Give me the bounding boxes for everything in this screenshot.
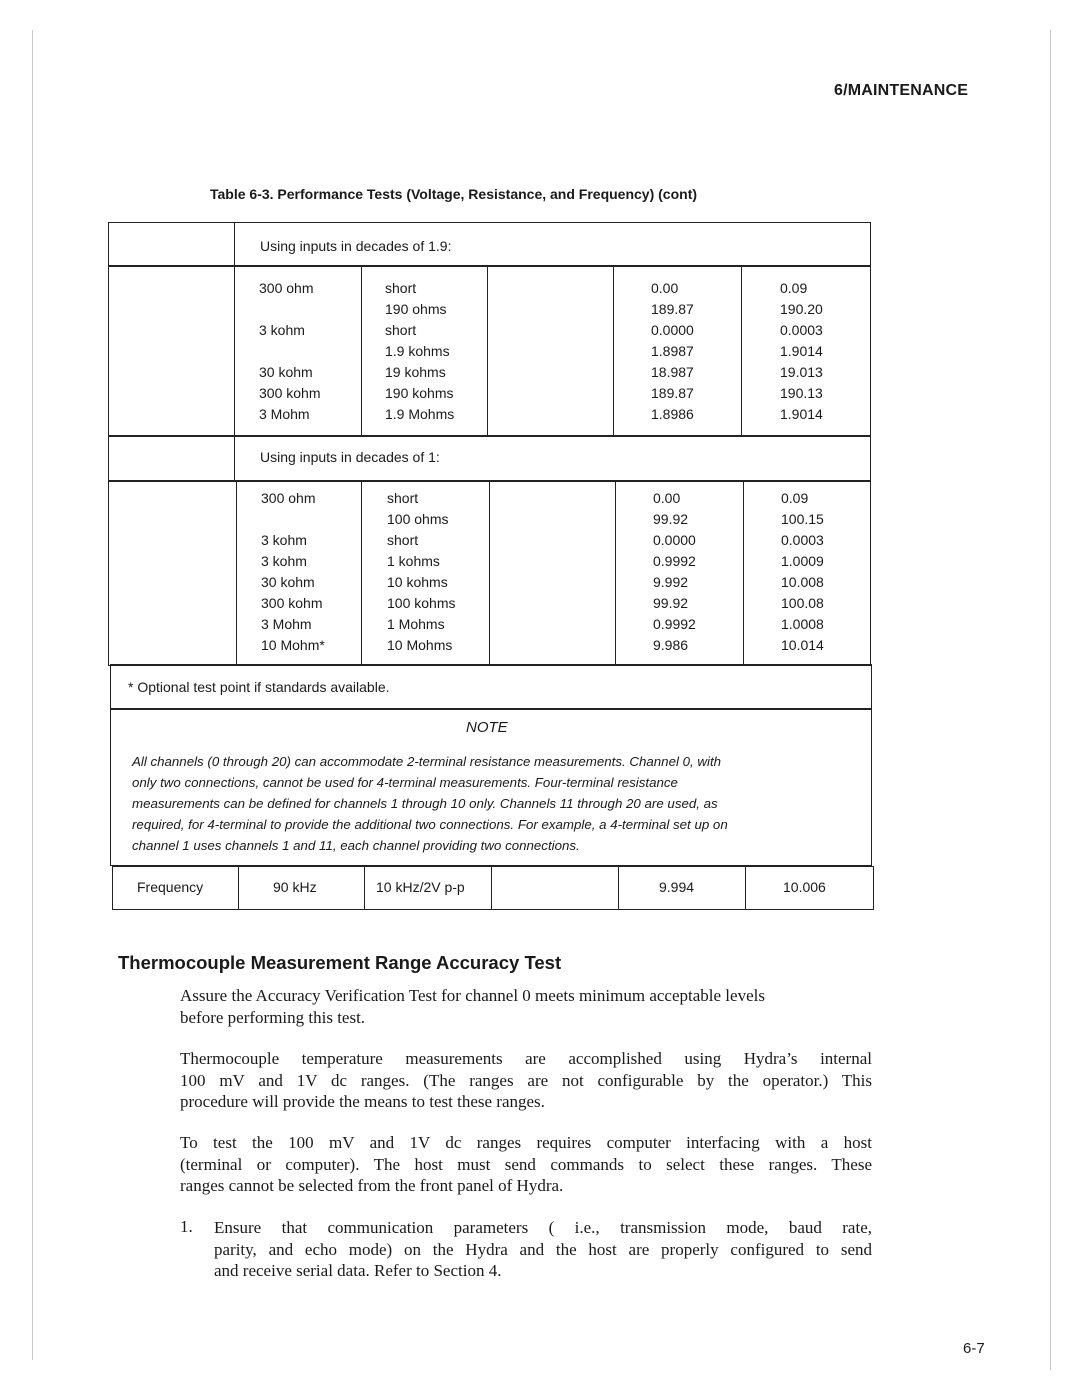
min-column-1: 0.00 189.87 0.0000 1.8987 18.987 189.87 1.8986 <box>651 280 694 422</box>
group-heading-2: Using inputs in decades of 1: <box>260 449 440 465</box>
scan-margin-right <box>1050 30 1051 1370</box>
frequency-range: 90 kHz <box>273 879 317 895</box>
paragraph-2: Thermocouple temperature measurements are accomplished using Hydra’s internal 100 mV and 1V dc ranges. (The ranges are not configurable by the operator.) This procedure will provide the means to test these ranges. <box>180 1049 872 1111</box>
max-column-1: 0.09 190.20 0.0003 1.9014 19.013 190.13 1.9014 <box>780 280 823 422</box>
input-column-1: short 190 ohms short 1.9 kohms 19 kohms 190 kohms 1.9 Mohms <box>385 280 455 422</box>
step-number: 1. <box>180 1217 193 1236</box>
frequency-min: 9.994 <box>659 879 695 895</box>
min-column-2: 0.00 99.92 0.0000 0.9992 9.992 99.92 0.9992 9.986 <box>653 490 696 653</box>
note-title: NOTE <box>466 719 508 736</box>
table-body-1 <box>108 265 871 437</box>
input-column-2: short 100 ohms short 1 kohms 10 kohms 100 kohms 1 Mohms 10 Mohms <box>387 490 456 653</box>
scan-margin-left <box>32 30 33 1360</box>
range-column-2: 300 ohm 3 kohm 3 kohm 30 kohm 300 kohm 3 Mohm 10 Mohm* <box>261 490 325 653</box>
group-heading-1: Using inputs in decades of 1.9: <box>260 238 452 254</box>
section-heading: Thermocouple Measurement Range Accuracy Test <box>118 952 562 973</box>
note-body: All channels (0 through 20) can accommodate 2-terminal resistance measurements. Channel 0, with only two connections, cannot be used for 4-terminal measurements. Four-terminal resistance measurements can be defined for channels 1 through 10 only. Channels 11 through 20 are used, as required, for 4-terminal to provide the additional two connections. For example, a 4-terminal set up on channel 1 uses channels 1 and 11, each channel providing two connections. <box>132 754 728 853</box>
page-number: 6-7 <box>963 1340 985 1357</box>
table-footnote: * Optional test point if standards available. <box>128 679 390 695</box>
frequency-max: 10.006 <box>783 879 826 895</box>
max-column-2: 0.09 100.15 0.0003 1.0009 10.008 100.08 1.0008 10.014 <box>781 490 824 653</box>
frequency-row <box>112 866 874 910</box>
section-header: 6/MAINTENANCE <box>834 82 969 99</box>
table-heading-row-2 <box>108 435 871 482</box>
frequency-input: 10 kHz/2V p-p <box>376 879 465 895</box>
table-heading-row-1 <box>108 222 871 267</box>
paragraph-3: To test the 100 mV and 1V dc ranges requires computer interfacing with a host (terminal or computer). The host must send commands to select these ranges. These ranges cannot be selected from the front panel of Hydra. <box>180 1133 872 1195</box>
paragraph-1: Assure the Accuracy Verification Test for channel 0 meets minimum acceptable levels before performing this test. <box>180 986 765 1027</box>
step-text: Ensure that communication parameters ( i.e., transmission mode, baud rate, parity, and echo mode) on the Hydra and the host are properly configured to send and receive serial data. Refer to Section 4. <box>214 1218 872 1280</box>
table-caption: Table 6-3. Performance Tests (Voltage, Resistance, and Frequency) (cont) <box>210 186 698 202</box>
frequency-function: Frequency <box>137 879 204 895</box>
range-column-1: 300 ohm 3 kohm 30 kohm 300 kohm 3 Mohm <box>259 280 321 422</box>
